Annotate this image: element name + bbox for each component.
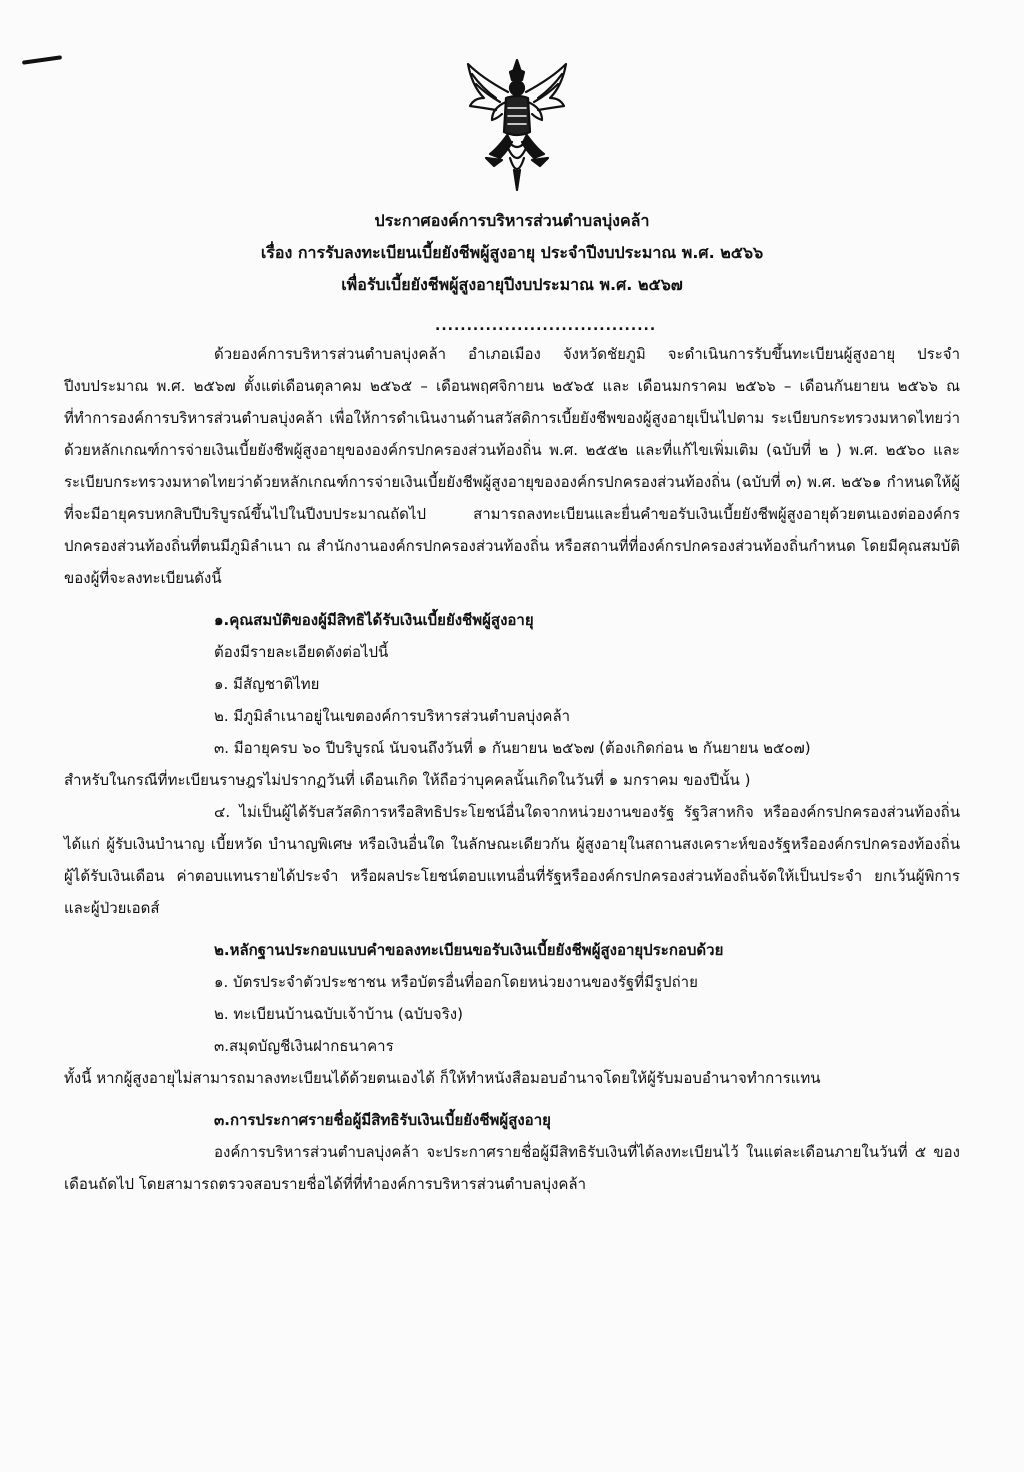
title-line-3: เพื่อรับเบี้ยยังชีพผู้สูงอายุปีงบประมาณ พ.ศ. ๒๕๖๗ [341, 275, 683, 294]
section3-text: องค์การบริหารส่วนตำบลบุ่งคล้า จะประกาศรายชื่อผู้มีสิทธิรับเงินที่ได้ลงทะเบียนไว้ ในแต่ละเดือนภายในวันที่ ๕ ของเดือนถัดไป โดยสามารถตรวจสอบรายชื่อได้ที่ที่ทำองค์การบริหารส่วนตำบลบุ่งคล้า [64, 1143, 960, 1193]
title-divider: ................................... [435, 318, 657, 334]
section1-item1: ๑. มีสัญชาติไทย [214, 675, 320, 693]
pen-mark [22, 55, 62, 65]
section2-item3: ๓.สมุดบัญชีเงินฝากธนาคาร [214, 1037, 394, 1055]
intro-paragraph: ด้วยองค์การบริหารส่วนตำบลบุ่งคล้า อำเภอเมือง จังหวัดชัยภูมิ จะดำเนินการรับขึ้นทะเบียนผู้สูงอายุ ประจำปีงบประมาณ พ.ศ. ๒๕๖๗ ตั้งแต่เดือนตุลาคม ๒๕๖๕ – เดือนพฤศจิกายน ๒๕๖๕ และ เดือนมกราคม ๒๕๖๖ – เดือนกันยายน ๒๕๖๖ ณ ที่ทำการองค์การบริหารส่วนตำบลบุ่งคล้า เพื่อให้การดำเนินงานด้านสวัสดิการเบี้ยยังชีพของผู้สูงอายุเป็นไปตาม ระเบียบกระทรวงมหาดไทยว่าด้วยหลักเกณฑ์การจ่ายเงินเบี้ยยังชีพผู้สูงอายุขององค์กรปกครองส่วนท้องถิ่น พ.ศ. ๒๕๕๒ และที่แก้ไขเพิ่มเติม (ฉบับที่ ๒ ) พ.ศ. ๒๕๖๐ และระเบียบกระทรวงมหาดไทยว่าด้วยหลักเกณฑ์การจ่ายเงินเบี้ยยังชีพผู้สูงอายุขององค์กรปกครองส่วนท้องถิ่น (ฉบับที่ ๓) พ.ศ. ๒๕๖๑ กำหนดให้ผู้ที่จะมีอายุครบหกสิบปีบริบูรณ์ขึ้นไปในปีงบประมาณถัดไป สามารถลงทะเบียนและยื่นคำขอรับเงินเบี้ยยังชีพผู้สูงอายุด้วยตนเองต่อองค์กรปกครองส่วนท้องถิ่นที่ตนมีภูมิลำเนา ณ สำนักงานองค์กรปกครองส่วนท้องถิ่น หรือสถานที่ที่องค์กรปกครองส่วนท้องถิ่นกำหนด โดยมีคุณสมบัติของผู้ที่จะลงทะเบียนดังนี้ [64, 345, 960, 587]
section1-item3-line2: สำหรับในกรณีที่ทะเบียนราษฎรไม่ปรากฏวันที่ เดือนเกิด ให้ถือว่าบุคคลนั้นเกิดในวันที่ ๑ มกราคม ของปีนั้น ) [64, 771, 751, 789]
section2-note: ทั้งนี้ หากผู้สูงอายุไม่สามารถมาลงทะเบียนได้ด้วยตนเองได้ ก็ให้ทำหนังสือมอบอำนาจโดยให้ผู้รับมอบอำนาจทำการแทน [64, 1069, 821, 1087]
section1-subheading: ต้องมีรายละเอียดดังต่อไปนี้ [214, 643, 389, 661]
section1-item3-line1: ๓. มีอายุครบ ๖๐ ปีบริบูรณ์ นับจนถึงวันที่ ๑ กันยายน ๒๕๖๗ (ต้องเกิดก่อน ๒ กันยายน ๒๕๐๗) [214, 739, 811, 757]
section1-item2: ๒. มีภูมิลำเนาอยู่ในเขตองค์การบริหารส่วนตำบลบุ่งคล้า [214, 707, 571, 725]
document-body [64, 338, 960, 1200]
section3-heading: ๓.การประกาศรายชื่อผู้มีสิทธิรับเงินเบี้ยยังชีพผู้สูงอายุ [214, 1111, 551, 1129]
section2-item1: ๑. บัตรประจำตัวประชาชน หรือบัตรอื่นที่ออกโดยหน่วยงานของรัฐที่มีรูปถ่าย [214, 973, 698, 991]
title-line-1: ประกาศองค์การบริหารส่วนตำบลบุ่งคล้า [374, 211, 650, 230]
section1-heading: ๑.คุณสมบัติของผู้มีสิทธิได้รับเงินเบี้ยยังชีพผู้สูงอายุ [214, 611, 534, 629]
section2-item2: ๒. ทะเบียนบ้านฉบับเจ้าบ้าน (ฉบับจริง) [214, 1005, 463, 1023]
title-line-2: เรื่อง การรับลงทะเบียนเบี้ยยังชีพผู้สูงอายุ ประจำปีงบประมาณ พ.ศ. ๒๕๖๖ [260, 243, 764, 262]
section2-heading: ๒.หลักฐานประกอบแบบคำขอลงทะเบียนขอรับเงินเบี้ยยังชีพผู้สูงอายุประกอบด้วย [214, 941, 724, 959]
section1-item4: ๔. ไม่เป็นผู้ได้รับสวัสดิการหรือสิทธิประโยชน์อื่นใดจากหน่วยงานของรัฐ รัฐวิสาหกิจ หรือองค์กรปกครองส่วนท้องถิ่น ได้แก่ ผู้รับเงินบำนาญ เบี้ยหวัด บำนาญพิเศษ หรือเงินอื่นใด ในลักษณะเดียวกัน ผู้สูงอายุในสถานสงเคราะห์ของรัฐหรือองค์กรปกครองท้องถิ่น ผู้ได้รับเงินเดือน ค่าตอบแทนรายได้ประจำ หรือผลประโยชน์ตอบแทนอื่นที่รัฐหรือองค์กรปกครองส่วนท้องถิ่นจัดให้เป็นประจำ ยกเว้นผู้พิการและผู้ป่วยเอดส์ [64, 803, 960, 917]
garuda-emblem-icon [462, 58, 572, 192]
announcement-title [0, 205, 1024, 301]
